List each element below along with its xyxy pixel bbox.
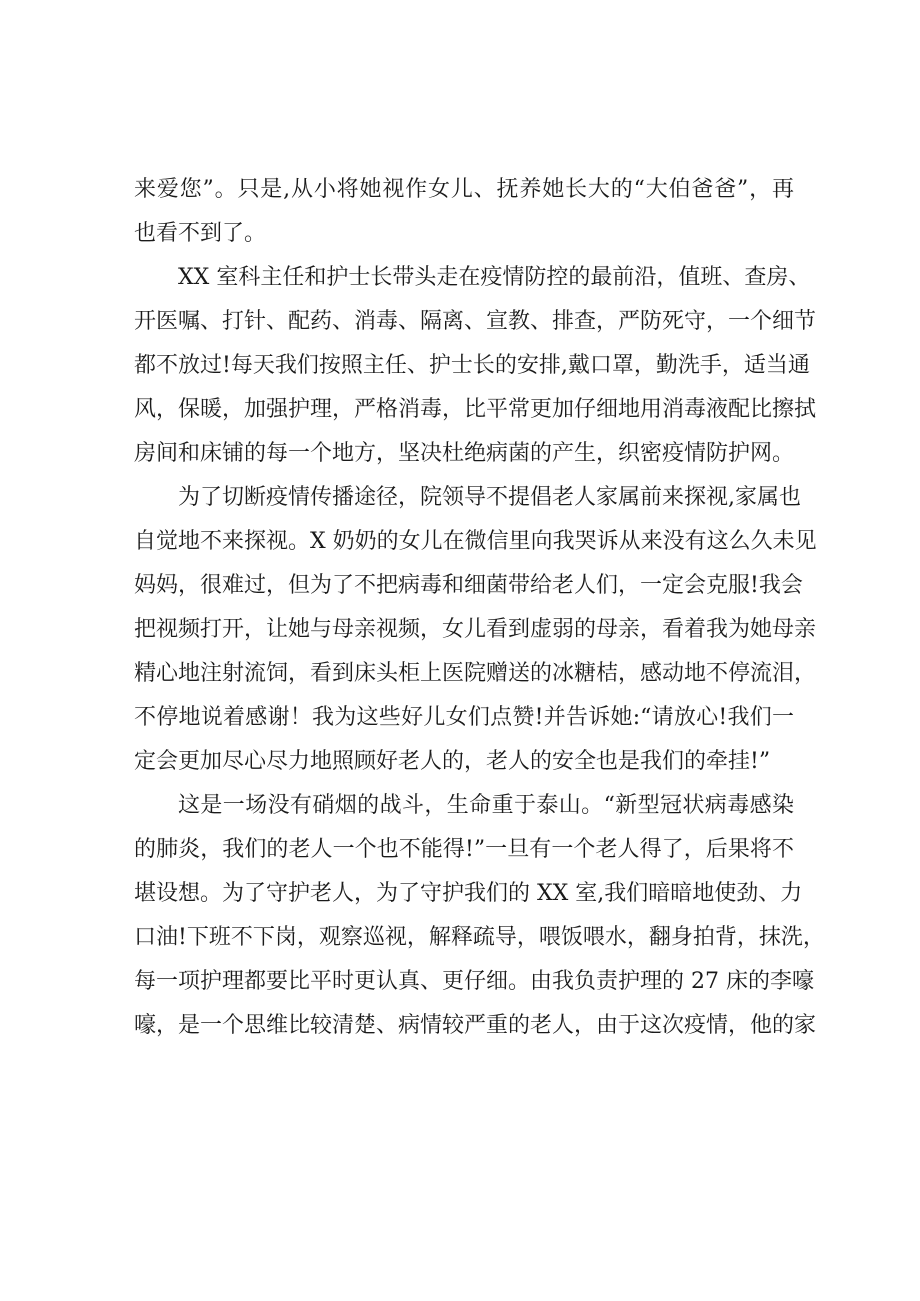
paragraph-4 — [134, 784, 825, 1048]
text-line: 这是一场没有硝烟的战斗，生命重于泰山。“新型冠状病毒感染 — [178, 793, 794, 818]
text-line: 每一项护理都要比平时更认真、更仔细。由我负责护理的 27 床的李嚎 — [134, 969, 814, 994]
text-line: 堪设想。为了守护老人，为了守护我们的 XX 室,我们暗暗地使劲、力 — [134, 881, 803, 906]
paragraph-2 — [134, 256, 817, 476]
text-line: 口油!下班不下岗，观察巡视，解释疏导，喂饭喂水，翻身拍背，抹洗， — [134, 925, 825, 950]
text-line: 定会更加尽心尽力地照顾好老人的，老人的安全也是我们的牵挂!” — [134, 749, 771, 774]
document-body — [134, 168, 825, 1048]
text-line: 精心地注射流饲，看到床头柜上医院赠送的冰糖桔，感动地不停流泪， — [134, 661, 817, 686]
paragraph-3 — [134, 476, 817, 784]
text-line: XX 室科主任和护士长带头走在疫情防控的最前沿，值班、查房、 — [178, 265, 811, 290]
text-line: 不停地说着感谢！我为这些好儿女们点赞!并告诉她:“请放心!我们一 — [134, 705, 794, 730]
text-line: 自觉地不来探视。X 奶奶的女儿在微信里向我哭诉从来没有这么久未见 — [134, 529, 817, 554]
paragraph-1 — [134, 168, 794, 256]
text-line: 嚎，是一个思维比较清楚、病情较严重的老人，由于这次疫情，他的家 — [134, 1013, 817, 1038]
text-line: 风，保暖，加强护理，严格消毒，比平常更加仔细地用消毒液配比擦拭 — [134, 397, 817, 422]
text-line: 也看不到了。 — [134, 221, 267, 246]
text-line: 开医嘱、打针、配药、消毒、隔离、宣教、排查，严防死守，一个细节 — [134, 309, 817, 334]
text-line: 的肺炎，我们的老人一个也不能得!”一旦有一个老人得了，后果将不 — [134, 837, 794, 862]
text-line: 都不放过!每天我们按照主任、护士长的安排,戴口罩，勤洗手，适当通 — [134, 353, 810, 378]
text-line: 把视频打开，让她与母亲视频，女儿看到虚弱的母亲，看着我为她母亲 — [134, 617, 817, 642]
text-line: 来爱您”。只是,从小将她视作女儿、抚养她长大的“大伯爸爸”，再 — [134, 177, 794, 202]
text-line: 房间和床铺的每一个地方，坚决杜绝病菌的产生，织密疫情防护网。 — [134, 441, 795, 466]
text-line: 为了切断疫情传播途径，院领导不提倡老人家属前来探视,家属也 — [178, 485, 801, 510]
text-line: 妈妈，很难过，但为了不把病毒和细菌带给老人们，一定会克服!我会 — [134, 573, 803, 598]
